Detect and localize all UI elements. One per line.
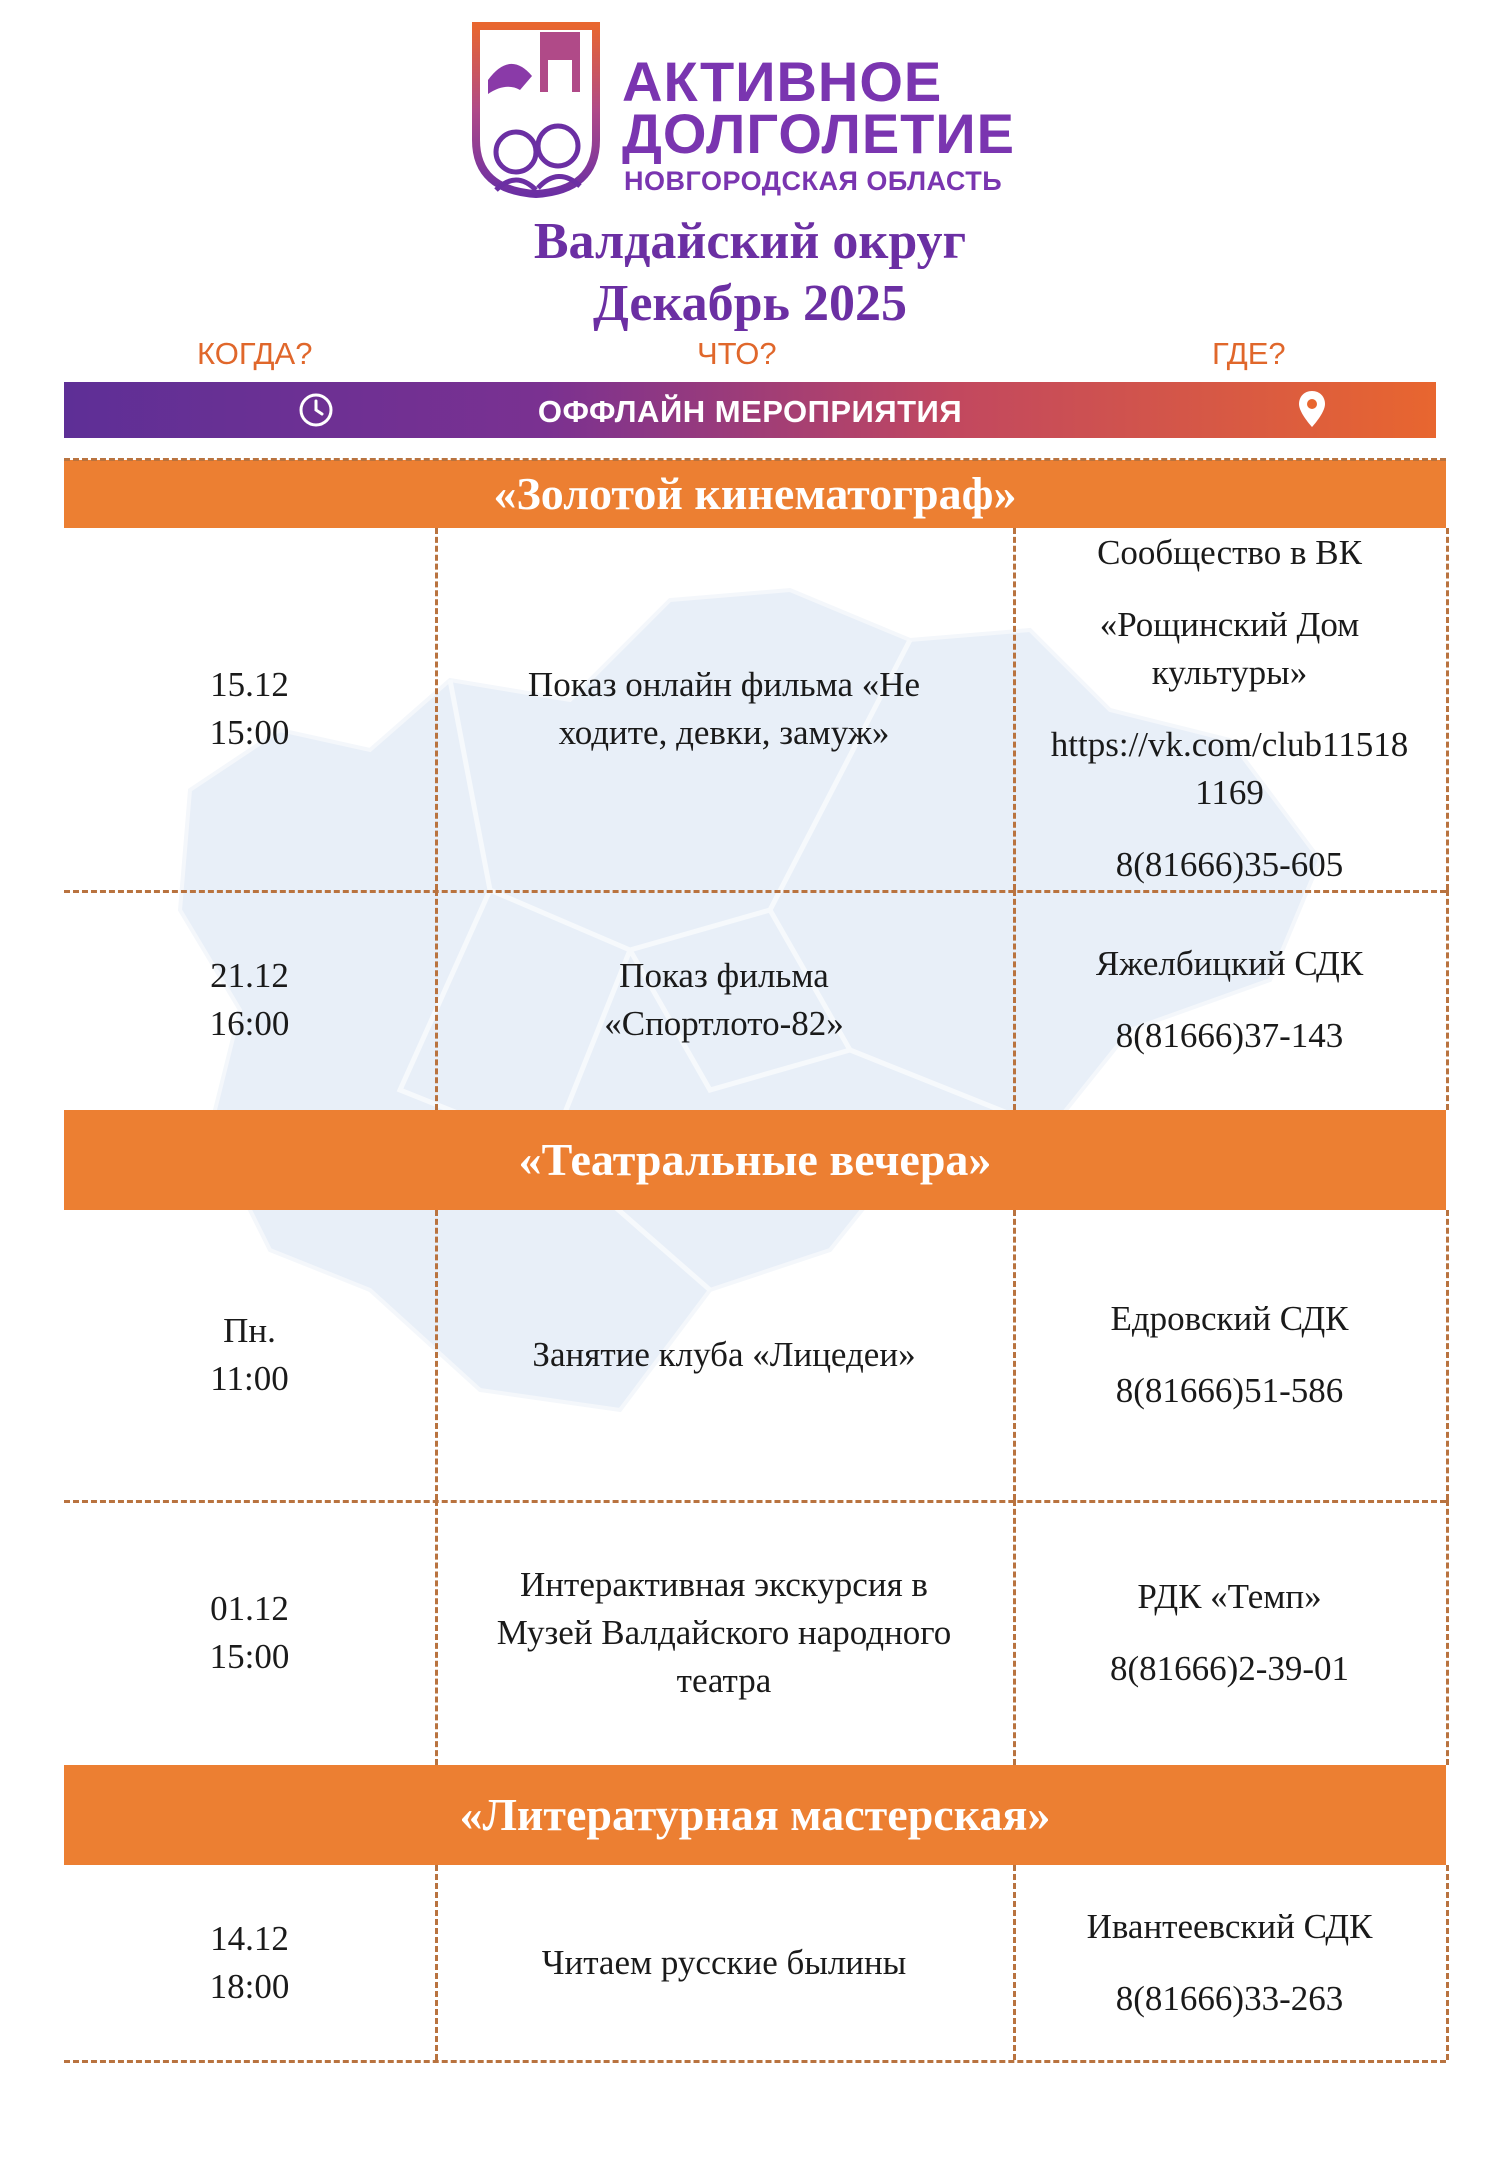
cell-when: [64, 528, 435, 890]
cell-text-line: 14.12: [210, 1918, 289, 1958]
cell-what: [435, 528, 1013, 890]
cell-text-line: театра: [676, 1660, 772, 1700]
page-subtitle: Декабрь 2025: [592, 275, 908, 332]
cell-text-line: Музей Валдайского народного: [496, 1612, 952, 1652]
cell-text-line: https://vk.com/club11518: [1050, 725, 1409, 764]
table-border-right: [1446, 890, 1449, 1110]
section-header: «Литературная мастерская»: [64, 1765, 1446, 1865]
section-header: «Театральные вечера»: [64, 1110, 1446, 1210]
cell-text-line: ходите, девки, замуж»: [558, 713, 890, 752]
column-divider: [435, 1865, 438, 2060]
column-divider: [1013, 1210, 1016, 1500]
table-border-right: [1446, 1500, 1449, 1765]
label-what: ЧТО?: [697, 336, 777, 371]
column-divider: [435, 1500, 438, 1765]
cell-text-line: РДК «Темп»: [1137, 1576, 1322, 1616]
cell-where: [1013, 1500, 1446, 1765]
cell-when: [64, 1500, 435, 1765]
column-divider: [435, 528, 438, 890]
cell-text-line: 1169: [1195, 773, 1264, 812]
cell-text-line: Сообщество в ВК: [1097, 533, 1362, 572]
cell-what: [435, 1500, 1013, 1765]
cell-what: [435, 1865, 1013, 2060]
cell-text-line: Ивантеевский СДК: [1086, 1906, 1373, 1946]
cell-text-line: 18:00: [209, 1966, 290, 2006]
cell-text-line: 16:00: [209, 1004, 290, 1043]
cell-text-line: Интерактивная экскурсия в: [520, 1564, 928, 1604]
section-header: «Золотой кинематограф»: [64, 460, 1446, 528]
column-divider: [1013, 1865, 1016, 2060]
cell-where: [1013, 1210, 1446, 1500]
cell-text-line: 15.12: [210, 665, 289, 704]
column-divider: [1013, 890, 1016, 1110]
cell-text-line: 8(81666)37-143: [1115, 1016, 1344, 1055]
cell-text-line: 21.12: [210, 956, 289, 995]
cell-text-line: 15:00: [209, 1636, 290, 1676]
table-border-right: [1446, 528, 1449, 890]
cell-where: [1013, 528, 1446, 890]
cell-text-line: 8(81666)33-263: [1115, 1978, 1344, 2018]
cell-where: [1013, 890, 1446, 1110]
label-when: КОГДА?: [197, 336, 313, 371]
cell-when: [64, 1210, 435, 1500]
table-border-right: [1446, 1865, 1449, 2060]
cell-when: [64, 1865, 435, 2060]
logo-text-line1: АКТИВНОЕ: [622, 50, 943, 113]
column-divider: [435, 1210, 438, 1500]
cell-text-line: Занятие клуба «Лицедеи»: [532, 1335, 916, 1374]
cell-text-line: 8(81666)51-586: [1115, 1371, 1344, 1410]
label-where: ГДЕ?: [1212, 336, 1286, 371]
cell-text-line: Читаем русские былины: [541, 1942, 907, 1982]
cell-text-line: 8(81666)2-39-01: [1109, 1648, 1350, 1688]
logo-text-line2: ДОЛГОЛЕТИЕ: [622, 102, 1015, 165]
banner-label: ОФФЛАЙН МЕРОПРИЯТИЯ: [537, 394, 963, 429]
column-divider: [435, 890, 438, 1110]
column-divider: [1013, 528, 1016, 890]
cell-text-line: Показ онлайн фильма «Не: [527, 665, 921, 704]
cell-text-line: 8(81666)35-605: [1115, 845, 1344, 884]
cell-text-line: 15:00: [209, 713, 290, 752]
logo-text-region: НОВГОРОДСКАЯ ОБЛАСТЬ: [624, 166, 1003, 196]
cell-text-line: Едровский СДК: [1110, 1299, 1349, 1338]
table-border-right: [1446, 1210, 1449, 1500]
column-divider: [1013, 1500, 1016, 1765]
cell-what: [435, 1210, 1013, 1500]
row-divider: [64, 2060, 1446, 2063]
cell-text-line: Пн.: [223, 1311, 276, 1350]
table-border-top: [64, 458, 1446, 461]
cell-text-line: Яжелбицкий СДК: [1095, 944, 1364, 983]
cell-text-line: Показ фильма: [619, 956, 829, 995]
cell-text-line: 01.12: [210, 1588, 289, 1628]
cell-text-line: 11:00: [210, 1359, 289, 1398]
page-title: Валдайский округ: [533, 213, 967, 270]
cell-text-line: культуры»: [1151, 653, 1308, 692]
cell-where: [1013, 1865, 1446, 2060]
cell-when: [64, 890, 435, 1110]
cell-text-line: «Рощинский Дом: [1099, 605, 1360, 644]
cell-text-line: «Спортлото-82»: [604, 1004, 844, 1043]
cell-what: [435, 890, 1013, 1110]
